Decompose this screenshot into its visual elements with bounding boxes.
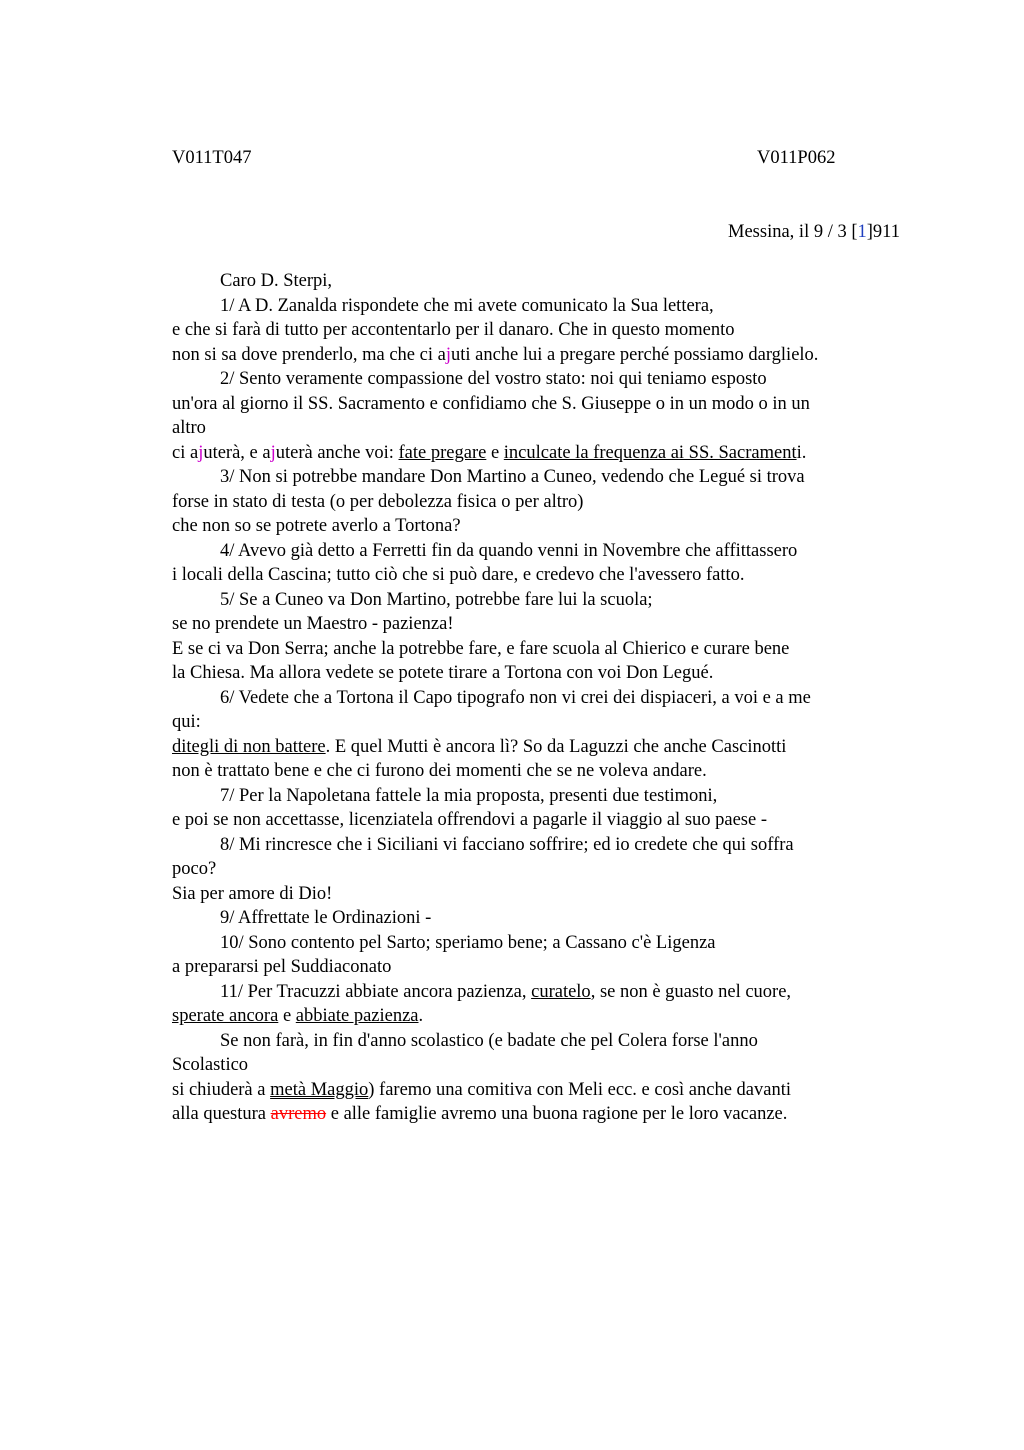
inserted-letter: j: [445, 344, 451, 365]
paragraph-11-line: [172, 1078, 912, 1103]
paragraph-6-line: 6/ Vedete che a Tortona il Capo tipografo non vi crei dei dispiaceri, a voi e a me: [220, 687, 811, 708]
text-run: .: [418, 1006, 424, 1026]
text-run: uterà anche voi:: [275, 442, 399, 463]
paragraph-8-line: poco?: [172, 859, 217, 879]
paragraph-11-line: Se non farà, in fin d'anno scolastico (e badate che pel Colera forse l'anno: [220, 1030, 758, 1051]
paragraph-5-line: la Chiesa. Ma allora vedete se potete tirare a Tortona con voi Don Legué.: [172, 663, 714, 683]
paragraph-5-line: 5/ Se a Cuneo va Don Martino, potrebbe fare lui la scuola;: [220, 589, 653, 610]
paragraph-2-line: 2/ Sento veramente compassione del vostro stato: noi qui teniamo esposto: [220, 369, 767, 389]
paragraph-7-line: 7/ Per la Napoletana fattele la mia proposta, presenti due testimoni,: [220, 785, 718, 806]
text-run: , se non è guasto nel cuore,: [590, 981, 792, 1002]
paragraph-1-line: 1/ A D. Zanalda rispondete che mi avete comunicato la Sua lettera,: [220, 295, 714, 316]
text-run: non si sa dove prenderlo, ma che ci a: [172, 344, 446, 365]
paragraph-8-line: 8/ Mi rincresce che i Siciliani vi facciano soffrire; ed io credete che qui soffra: [220, 834, 794, 855]
paragraph-2-line: [172, 441, 912, 466]
paragraph-11-line: [172, 1102, 912, 1127]
paragraph-3-line: forse in stato di testa (o per debolezza fisica o per altro): [172, 491, 584, 512]
paragraph-10-line: a prepararsi pel Suddiaconato: [172, 957, 392, 977]
text-run: 11/ Per Tracuzzi abbiate ancora pazienza,: [220, 981, 532, 1002]
text-run: si chiuderà a: [172, 1079, 271, 1100]
underlined-phrase: ditegli di non battere: [172, 736, 326, 757]
deleted-word: avremo: [270, 1104, 327, 1124]
dateline: [728, 220, 900, 244]
paragraph-2-line: un'ora al giorno il SS. Sacramento e confidiamo che S. Giuseppe o in un modo o in un: [172, 393, 810, 414]
underlined-phrase: inculcate la frequenza ai SS. Sacrament: [503, 442, 797, 463]
text-run: . E quel Mutti è ancora lì? So da Laguzzi che anche Cascinotti: [325, 736, 787, 757]
paragraph-6-line: non è trattato bene e che ci furono dei momenti che se ne voleva andare.: [172, 761, 707, 781]
double-underlined-phrase: metà Maggio: [270, 1079, 369, 1100]
paragraph-3-line: 3/ Non si potrebbe mandare Don Martino a Cuneo, vedendo che Legué si trova: [220, 467, 805, 487]
paragraph-11-line: [172, 980, 912, 1005]
paragraph-11-line: Scolastico: [172, 1055, 249, 1075]
paragraph-9-line: 9/ Affrettate le Ordinazioni -: [220, 908, 432, 928]
paragraph-5-line: se no prendete un Maestro - pazienza!: [172, 614, 454, 634]
paragraph-5-line: E se ci va Don Serra; anche la potrebbe fare, e fare scuola al Chierico e curare bene: [172, 638, 790, 659]
underlined-phrase: curatelo: [531, 981, 591, 1002]
text-run: ci a: [172, 442, 199, 463]
text-run: e alle famiglie avremo una buona ragione per le loro vacanze.: [326, 1104, 788, 1124]
paragraph-2-line: altro: [172, 418, 206, 438]
paragraph-10-line: 10/ Sono contento pel Sarto; speriamo bene; a Cassano c'è Ligenza: [220, 932, 716, 953]
paragraph-8-line: Sia per amore di Dio!: [172, 883, 333, 904]
text-run: alla questura: [172, 1104, 271, 1124]
paragraph-1-line: [172, 343, 912, 368]
inserted-letter: j: [270, 442, 276, 463]
text-run: uterà, e a: [203, 442, 271, 463]
paragraph-3-line: che non so se potrete averlo a Tortona?: [172, 516, 461, 536]
text-run: uti anche lui a pregare perché possiamo darglielo.: [450, 344, 819, 365]
document-code-right: V011P062: [757, 148, 836, 168]
underlined-phrase: abbiate pazienza: [295, 1006, 419, 1026]
paragraph-11-line: [172, 1004, 912, 1029]
editorial-digit: 1: [857, 222, 867, 242]
text-run: ) faremo una comitiva con Meli ecc. e così anche davanti: [368, 1079, 792, 1100]
salutation: Caro D. Sterpi,: [220, 271, 333, 291]
paragraph-4-line: 4/ Avevo già detto a Ferretti fin da quando venni in Novembre che affittassero: [220, 540, 798, 561]
letter-body: [172, 269, 912, 1127]
text-run: e: [278, 1006, 296, 1026]
paragraph-4-line: i locali della Cascina; tutto ciò che si può dare, e credevo che l'avessero fatto.: [172, 565, 745, 585]
paragraph-6-line: [172, 735, 912, 760]
inserted-letter: j: [198, 442, 204, 463]
paragraph-7-line: e poi se non accettasse, licenziatela offrendovi a pagarle il viaggio al suo paese -: [172, 810, 768, 830]
text-run: i.: [796, 442, 807, 463]
underlined-phrase: sperate ancora: [172, 1006, 279, 1026]
document-code-left: V011T047: [172, 148, 252, 168]
dateline-text: Messina, il 9 / 3 [: [728, 222, 858, 242]
underlined-phrase: fate pregare: [398, 442, 487, 463]
dateline-year: ]911: [866, 222, 900, 242]
paragraph-1-line: e che si farà di tutto per accontentarlo per il danaro. Che in questo momento: [172, 320, 735, 340]
text-run: e: [486, 442, 504, 463]
paragraph-6-line: qui:: [172, 712, 201, 732]
